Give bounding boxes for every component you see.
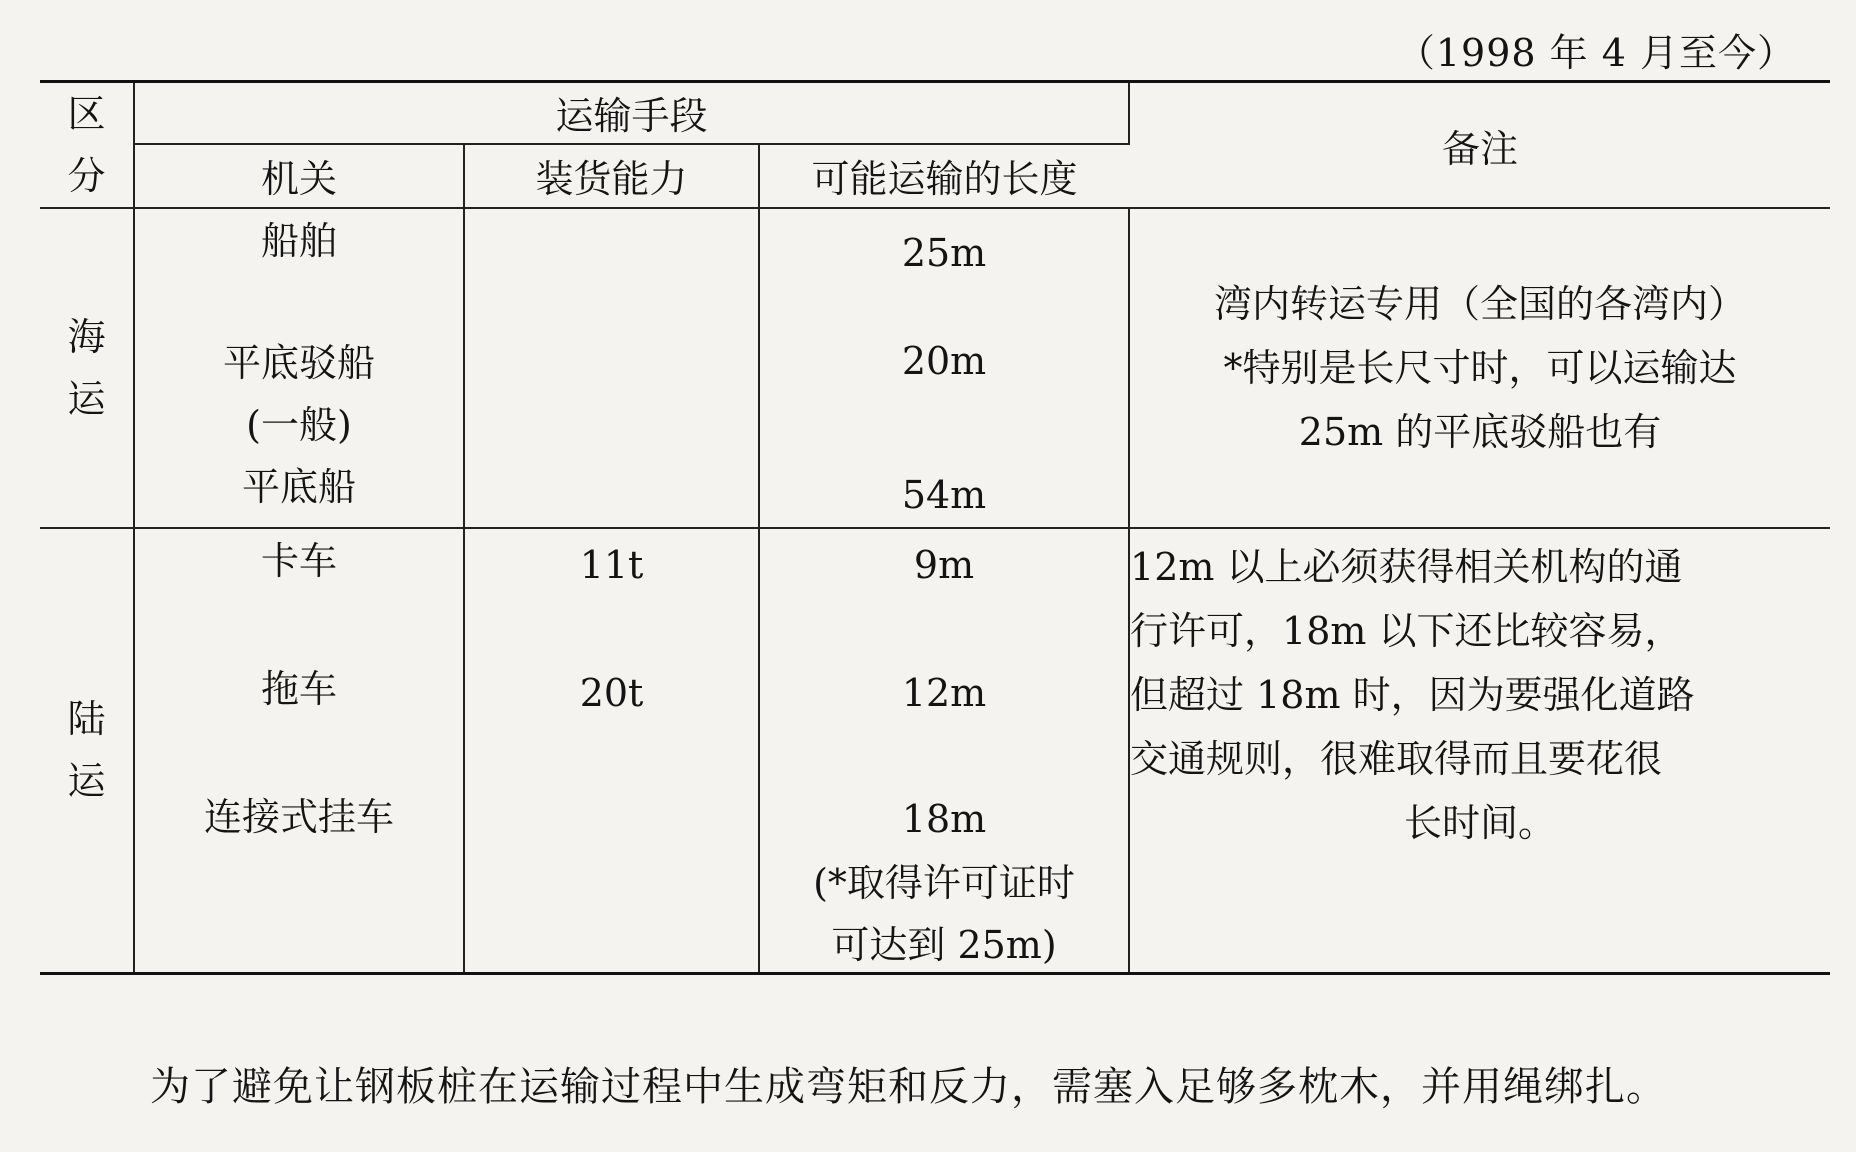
land-capacity-trailer: 20t [579,671,644,715]
table-row-sea [40,208,1830,528]
sea-agency-cell [134,208,464,528]
category-land: 陆 运 [40,528,134,973]
land-length-permit-value: 可达到 25m) [831,923,1057,967]
land-agency-cell [134,528,464,973]
land-capacity-truck: 11t [579,543,644,587]
sea-agency-flatboat: 平底船 [241,465,356,509]
sea-length-ship: 25m [901,231,987,275]
header-length: 可能运输的长度 [759,144,1129,208]
sea-length-barge: 20m [901,339,987,383]
land-length-truck: 9m [913,543,975,587]
land-agency-trailer: 拖车 [260,667,337,711]
land-length-cell [759,528,1129,973]
land-agency-articulated: 连接式挂车 [203,795,394,839]
header-transport-means: 运输手段 [134,82,1129,144]
transport-table [40,80,1830,975]
sea-length-flatboat: 54m [901,473,987,517]
sea-agency-barge-note: (一般) [246,403,352,447]
land-remarks: 12m 以上必须获得相关机构的通 行许可，18m 以下还比较容易， 但超过 18m 时，因为要强化道路 交通规则，很难取得而且要花很 长时间。 [1129,528,1830,973]
sea-agency-ship: 船舶 [260,219,337,263]
footer-note: 为了避免让钢板桩在运输过程中生成弯矩和反力，需塞入足够多枕木，并用绳绑扎。 [150,1064,1667,1110]
category-sea: 海 运 [40,208,134,528]
header-agency: 机关 [134,144,464,208]
land-agency-truck: 卡车 [260,539,337,583]
land-length-articulated: 18m [901,797,987,841]
sea-remarks: 湾内转运专用（全国的各湾内） *特别是长尺寸时，可以运输达 25m 的平底驳船也有 [1129,208,1830,528]
header-category: 区 分 [40,82,134,209]
sea-capacity-cell [464,208,759,528]
land-length-trailer: 12m [901,671,987,715]
sea-agency-barge: 平底驳船 [222,341,375,385]
header-capacity: 装货能力 [464,144,759,208]
table-row-land [40,528,1830,973]
land-length-permit-note: (*取得许可证时 [813,861,1075,905]
date-note: （1998 年 4 月至今） [1396,31,1796,75]
land-capacity-cell [464,528,759,973]
header-remarks: 备注 [1129,82,1830,209]
sea-length-cell [759,208,1129,528]
